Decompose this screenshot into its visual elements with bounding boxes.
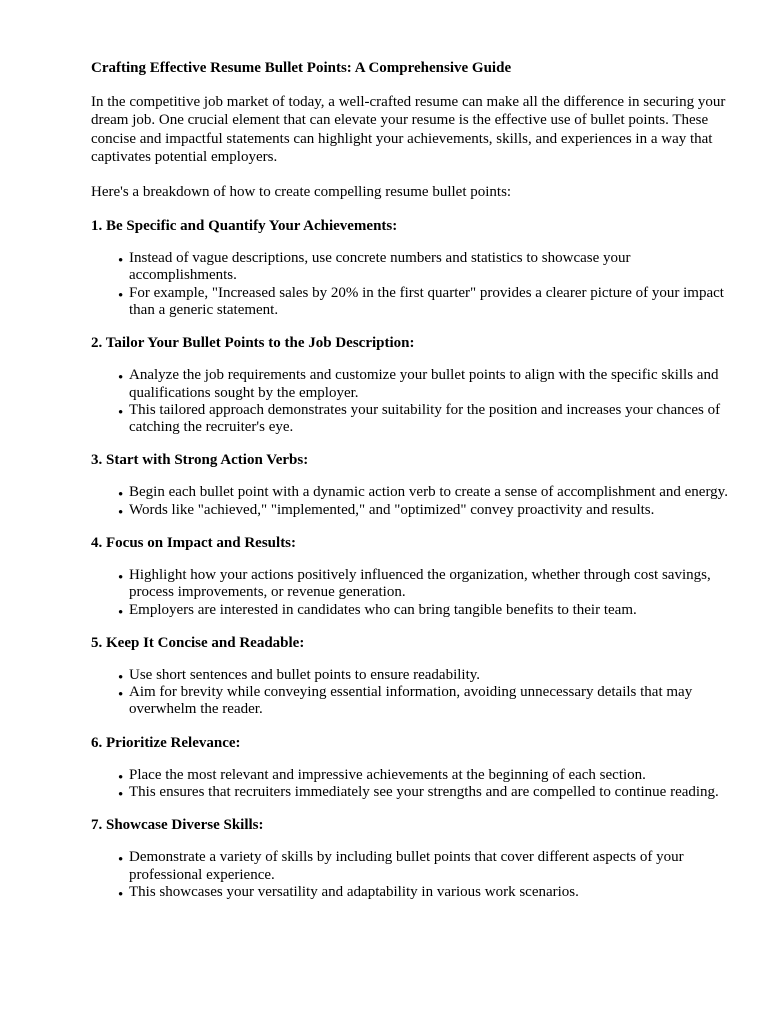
bullet-list (91, 567, 731, 619)
bullet-item (118, 484, 731, 504)
bullet-text: Analyze the job requirements and customize your bullet points to align with the specific skills and qualifications sought by the employer. (129, 367, 719, 401)
guide-section (91, 217, 731, 319)
guide-section (91, 451, 731, 519)
bullet-text: Begin each bullet point with a dynamic action verb to create a sense of accomplishment and energy. (129, 484, 728, 501)
bullet-item (118, 883, 731, 903)
bullet-dot-icon: • (118, 404, 124, 421)
guide-section (91, 634, 731, 719)
bullet-text: For example, "Increased sales by 20% in the first quarter" provides a clearer picture of your impact than a generic statement. (129, 284, 724, 318)
guide-section (91, 816, 731, 901)
bullet-item (118, 666, 731, 686)
bullet-dot-icon: • (118, 570, 124, 586)
section-heading: 3. Start with Strong Action Verbs: (91, 452, 309, 469)
section-heading: 6. Prioritize Relevance: (91, 734, 241, 751)
bullet-dot-icon: • (118, 504, 124, 521)
bullet-text: Place the most relevant and impressive achievements at the beginning of each section. (129, 766, 646, 783)
guide-section (91, 334, 731, 436)
intro-paragraph: In the competitive job market of today, a well-crafted resume can make all the difference in securing your dream job. One crucial element that can elevate your resume is the effective use of bullet points. These concise and impactful statements can highlight your achievements, skills, and experiences in a way that captivates potential employers. (91, 94, 726, 166)
bullet-dot-icon: • (118, 886, 124, 903)
bullet-list (91, 767, 731, 802)
bullet-list (91, 849, 731, 901)
bullet-text: Use short sentences and bullet points to ensure readability. (129, 666, 481, 683)
bullet-item (118, 250, 731, 285)
section-heading: 2. Tailor Your Bullet Points to the Job Description: (91, 335, 415, 352)
bullet-dot-icon: • (118, 487, 124, 504)
bullet-list (91, 484, 731, 519)
bullet-dot-icon: • (118, 769, 124, 786)
bullet-dot-icon: • (118, 687, 124, 704)
bullet-text: This ensures that recruiters immediately see your strengths and are compelled to continue reading. (129, 784, 719, 801)
bullet-dot-icon: • (118, 669, 124, 686)
bullet-item (118, 401, 731, 437)
bullet-item (118, 501, 731, 521)
sections-container (91, 217, 731, 901)
bullet-item (118, 684, 731, 719)
bullet-dot-icon: • (118, 604, 124, 621)
document-title: Crafting Effective Resume Bullet Points: A Comprehensive Guide (91, 60, 512, 76)
bullet-item (118, 849, 731, 884)
section-heading: 7. Showcase Diverse Skills: (91, 817, 264, 834)
bullet-text: Aim for brevity while conveying essential information, avoiding unnecessary details that may overwhelm the reader. (129, 684, 693, 718)
bullet-item (118, 367, 731, 402)
section-heading: 4. Focus on Impact and Results: (91, 535, 297, 551)
bullet-dot-icon: • (118, 370, 124, 387)
bullet-dot-icon: • (118, 852, 124, 869)
bullet-list (91, 367, 731, 436)
document-page (91, 59, 731, 916)
bullet-item (118, 766, 731, 786)
bullet-item (118, 567, 731, 602)
guide-section (91, 734, 731, 802)
guide-section (91, 534, 731, 619)
lead-paragraph: Here's a breakdown of how to create compelling resume bullet points: (91, 183, 512, 200)
section-heading: 1. Be Specific and Quantify Your Achievements: (91, 218, 398, 235)
bullet-item (118, 784, 731, 804)
bullet-list (91, 667, 731, 719)
section-heading: 5. Keep It Concise and Readable: (91, 634, 305, 651)
bullet-text: This tailored approach demonstrates your suitability for the position and increases your chances of catching the recruiter's eye. (129, 401, 721, 436)
bullet-text: Demonstrate a variety of skills by including bullet points that cover different aspects of your professional experience. (129, 849, 684, 883)
bullet-text: Words like "achieved," "implemented," and "optimized" convey proactivity and results. (129, 501, 655, 518)
bullet-dot-icon: • (118, 787, 124, 804)
bullet-item (118, 601, 731, 621)
bullet-text: Highlight how your actions positively influenced the organization, whether through cost savings, process improvements, or revenue generation. (129, 567, 711, 601)
bullet-text: Instead of vague descriptions, use concrete numbers and statistics to showcase your accomplishments. (129, 250, 631, 284)
bullet-text: This showcases your versatility and adaptability in various work scenarios. (129, 883, 579, 900)
bullet-list (91, 250, 731, 319)
bullet-text: Employers are interested in candidates who can bring tangible benefits to their team. (129, 601, 637, 618)
bullet-dot-icon: • (118, 253, 124, 270)
bullet-dot-icon: • (118, 287, 124, 304)
bullet-item (118, 284, 731, 320)
